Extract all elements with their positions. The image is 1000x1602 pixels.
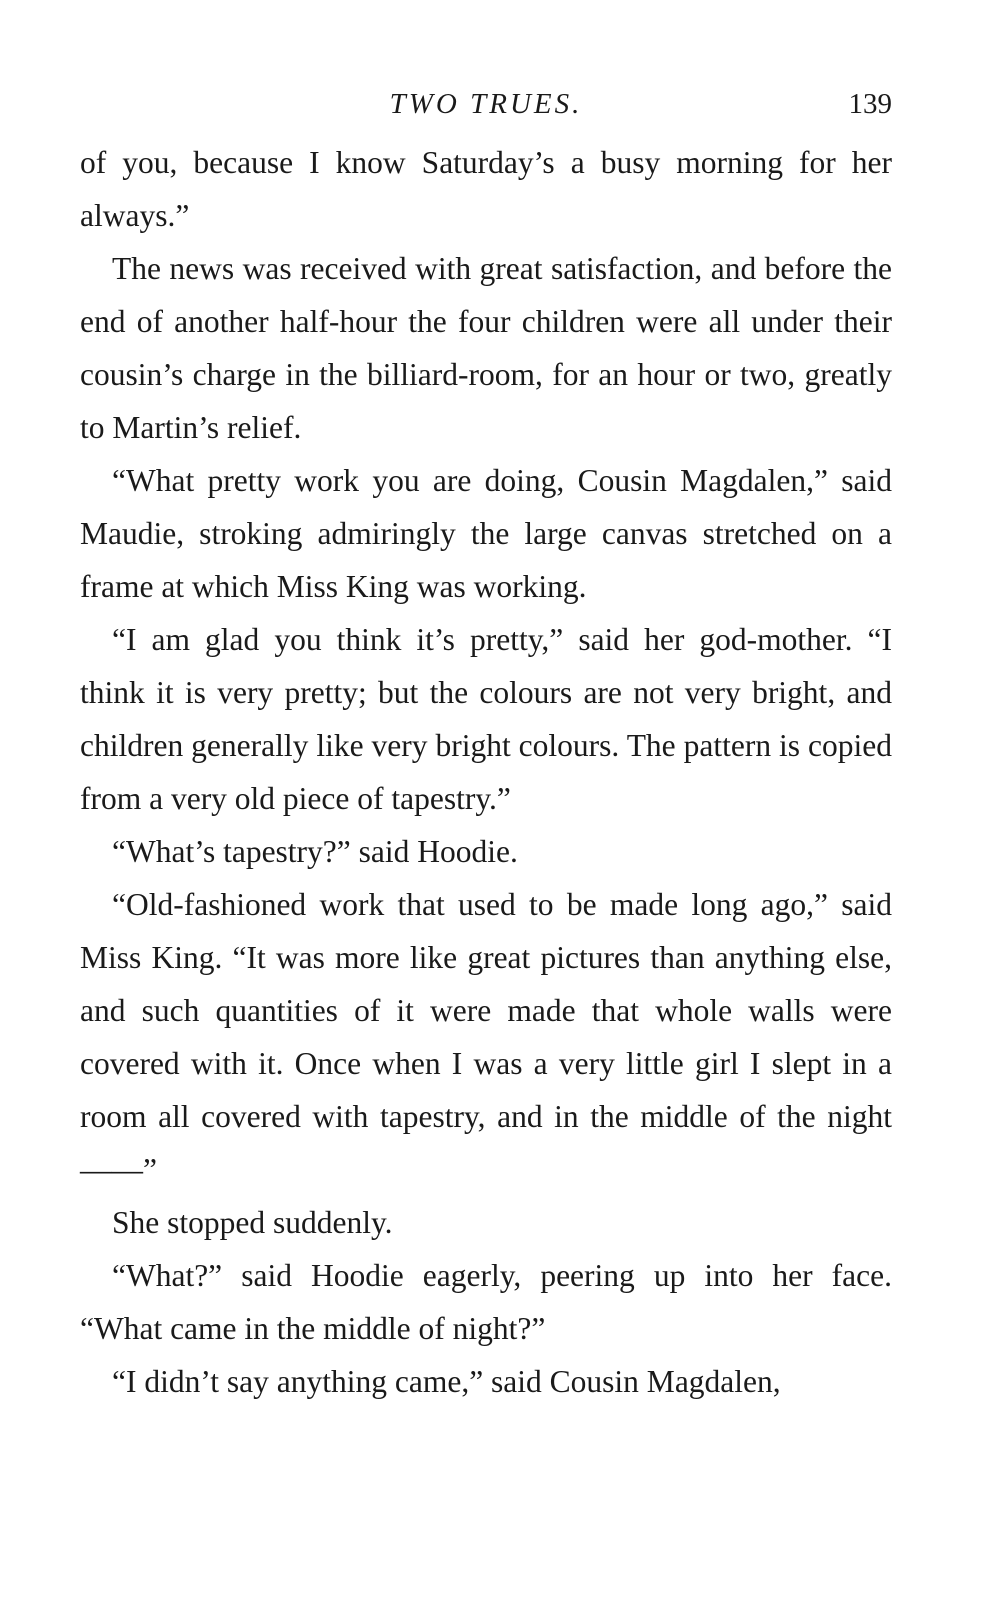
paragraph: “I am glad you think it’s pretty,” said her god-mother. “I think it is very pretty; but the colours are not very bright, and children generally like very bright colours. The pattern is copied from a very old piece of tapestry.” [80, 622, 892, 816]
running-title: TWO TRUES. [389, 88, 583, 120]
running-head [80, 88, 892, 136]
paragraph: She stopped suddenly. [112, 1205, 393, 1240]
paragraph: “What?” said Hoodie eagerly, peering up into her face. “What came in the middle of night?” [80, 1258, 892, 1346]
body-text [80, 136, 892, 1408]
paragraph: of you, because I know Saturday’s a busy morning for her always.” [80, 145, 892, 233]
page-number: 139 [848, 88, 892, 120]
paragraph: The news was received with great satisfaction, and before the end of another half-hour the four children were all under their cousin’s charge in the billiard-room, for an hour or two, greatly to Martin’s relief. [80, 251, 892, 445]
paragraph: “What’s tapestry?” said Hoodie. [112, 834, 518, 869]
paragraph: “I didn’t say anything came,” said Cousin Magdalen, [112, 1364, 781, 1399]
paragraph: “Old-fashioned work that used to be made long ago,” said Miss King. “It was more like great pictures than anything else, and such quantities of it were made that whole walls were covered with it. Once when I was a very little girl I slept in a room all covered with tapestry, and in the middle of the night——” [80, 887, 892, 1187]
paragraph: “What pretty work you are doing, Cousin Magdalen,” said Maudie, stroking admiringly the large canvas stretched on a frame at which Miss King was working. [80, 463, 892, 604]
book-page [80, 88, 892, 1408]
